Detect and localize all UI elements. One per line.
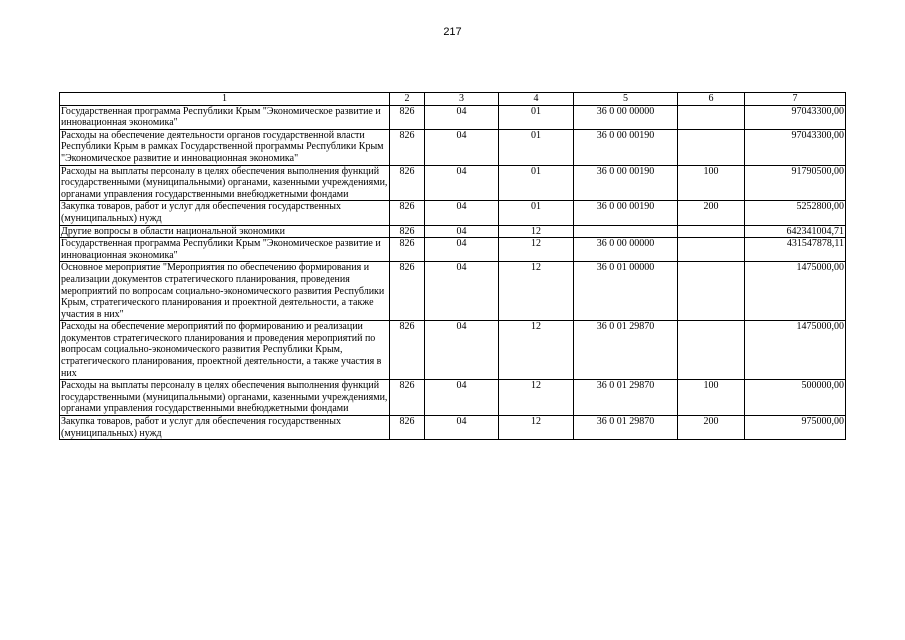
row-name: Другие вопросы в области национальной экономики: [60, 225, 390, 238]
row-name: Основное мероприятие "Мероприятия по обеспечению формирования и реализации документов стратегического планирования, проведения мероприятий по вопросам социально-экономического развития Республики Крым, стратегического планирования и проектной деятельности, а также участия в них": [60, 262, 390, 321]
row-vr: [678, 321, 745, 380]
row-name: Расходы на обеспечение деятельности органов государственной власти Республики Крым в рамках Государственной программы Республики Крым "Экономическое развитие и инновационная экономика": [60, 129, 390, 165]
row-csr: 36 0 01 00000: [574, 262, 678, 321]
row-rz: 04: [425, 201, 499, 225]
row-vr: [678, 129, 745, 165]
row-name: Закупка товаров, работ и услуг для обеспечения государственных (муниципальных) нужд: [60, 201, 390, 225]
row-grbs: 826: [390, 201, 425, 225]
table-row: [60, 105, 846, 129]
row-grbs: 826: [390, 262, 425, 321]
row-name: Расходы на выплаты персоналу в целях обеспечения выполнения функций государственными (муниципальными) органами, казенными учреждениями, органами управления государственными внебюджетными фондами: [60, 380, 390, 416]
header-cell-6: 6: [678, 93, 745, 106]
row-csr: 36 0 00 00000: [574, 238, 678, 262]
table-row: [60, 201, 846, 225]
row-pr: 12: [499, 262, 574, 321]
row-rz: 04: [425, 105, 499, 129]
row-name: Закупка товаров, работ и услуг для обеспечения государственных (муниципальных) нужд: [60, 416, 390, 440]
row-name: Расходы на выплаты персоналу в целях обеспечения выполнения функций государственными (муниципальными) органами, казенными учреждениями, органами управления государственными внебюджетными фондами: [60, 165, 390, 201]
row-rz: 04: [425, 165, 499, 201]
row-rz: 04: [425, 262, 499, 321]
row-vr: 200: [678, 416, 745, 440]
header-cell-2: 2: [390, 93, 425, 106]
row-csr: 36 0 00 00190: [574, 129, 678, 165]
row-name: Расходы на обеспечение мероприятий по формированию и реализации документов стратегического планирования и проведения мероприятий по вопросам социально-экономического развития Республики Крым, стратегического планирования, проектной деятельности, а также участия в них: [60, 321, 390, 380]
row-amount: 500000,00: [745, 380, 846, 416]
row-csr: 36 0 00 00190: [574, 201, 678, 225]
row-pr: 12: [499, 225, 574, 238]
row-amount: 97043300,00: [745, 105, 846, 129]
row-amount: 642341004,71: [745, 225, 846, 238]
table-row: [60, 129, 846, 165]
row-pr: 12: [499, 380, 574, 416]
row-name: Государственная программа Республики Крым "Экономическое развитие и инновационная экономика": [60, 238, 390, 262]
table-row: [60, 238, 846, 262]
row-grbs: 826: [390, 238, 425, 262]
row-grbs: 826: [390, 105, 425, 129]
row-csr: 36 0 01 29870: [574, 380, 678, 416]
table-row: [60, 321, 846, 380]
header-cell-4: 4: [499, 93, 574, 106]
row-pr: 12: [499, 238, 574, 262]
row-vr: 200: [678, 201, 745, 225]
header-row: [60, 93, 846, 106]
header-cell-7: 7: [745, 93, 846, 106]
row-vr: [678, 238, 745, 262]
row-name: Государственная программа Республики Крым "Экономическое развитие и инновационная экономика": [60, 105, 390, 129]
row-csr: 36 0 00 00000: [574, 105, 678, 129]
row-rz: 04: [425, 238, 499, 262]
row-csr: 36 0 01 29870: [574, 416, 678, 440]
row-grbs: 826: [390, 321, 425, 380]
table-row: [60, 380, 846, 416]
page-number: 217: [443, 26, 462, 38]
row-amount: 91790500,00: [745, 165, 846, 201]
row-vr: 100: [678, 380, 745, 416]
row-csr: 36 0 00 00190: [574, 165, 678, 201]
row-pr: 12: [499, 321, 574, 380]
row-rz: 04: [425, 416, 499, 440]
row-pr: 01: [499, 165, 574, 201]
row-vr: [678, 105, 745, 129]
table-row: [60, 225, 846, 238]
row-pr: 01: [499, 201, 574, 225]
row-pr: 12: [499, 416, 574, 440]
row-amount: 431547878,11: [745, 238, 846, 262]
row-rz: 04: [425, 380, 499, 416]
row-rz: 04: [425, 321, 499, 380]
row-pr: 01: [499, 105, 574, 129]
row-grbs: 826: [390, 416, 425, 440]
header-cell-3: 3: [425, 93, 499, 106]
row-grbs: 826: [390, 225, 425, 238]
row-amount: 97043300,00: [745, 129, 846, 165]
table-row: [60, 416, 846, 440]
row-csr: [574, 225, 678, 238]
header-cell-5: 5: [574, 93, 678, 106]
row-vr: [678, 262, 745, 321]
table-row: [60, 165, 846, 201]
table-row: [60, 262, 846, 321]
row-rz: 04: [425, 225, 499, 238]
row-amount: 1475000,00: [745, 262, 846, 321]
row-vr: 100: [678, 165, 745, 201]
row-grbs: 826: [390, 165, 425, 201]
row-grbs: 826: [390, 129, 425, 165]
row-vr: [678, 225, 745, 238]
row-csr: 36 0 01 29870: [574, 321, 678, 380]
row-pr: 01: [499, 129, 574, 165]
row-rz: 04: [425, 129, 499, 165]
header-cell-1: 1: [60, 93, 390, 106]
row-amount: 975000,00: [745, 416, 846, 440]
row-amount: 5252800,00: [745, 201, 846, 225]
row-amount: 1475000,00: [745, 321, 846, 380]
row-grbs: 826: [390, 380, 425, 416]
budget-table: [59, 92, 846, 440]
